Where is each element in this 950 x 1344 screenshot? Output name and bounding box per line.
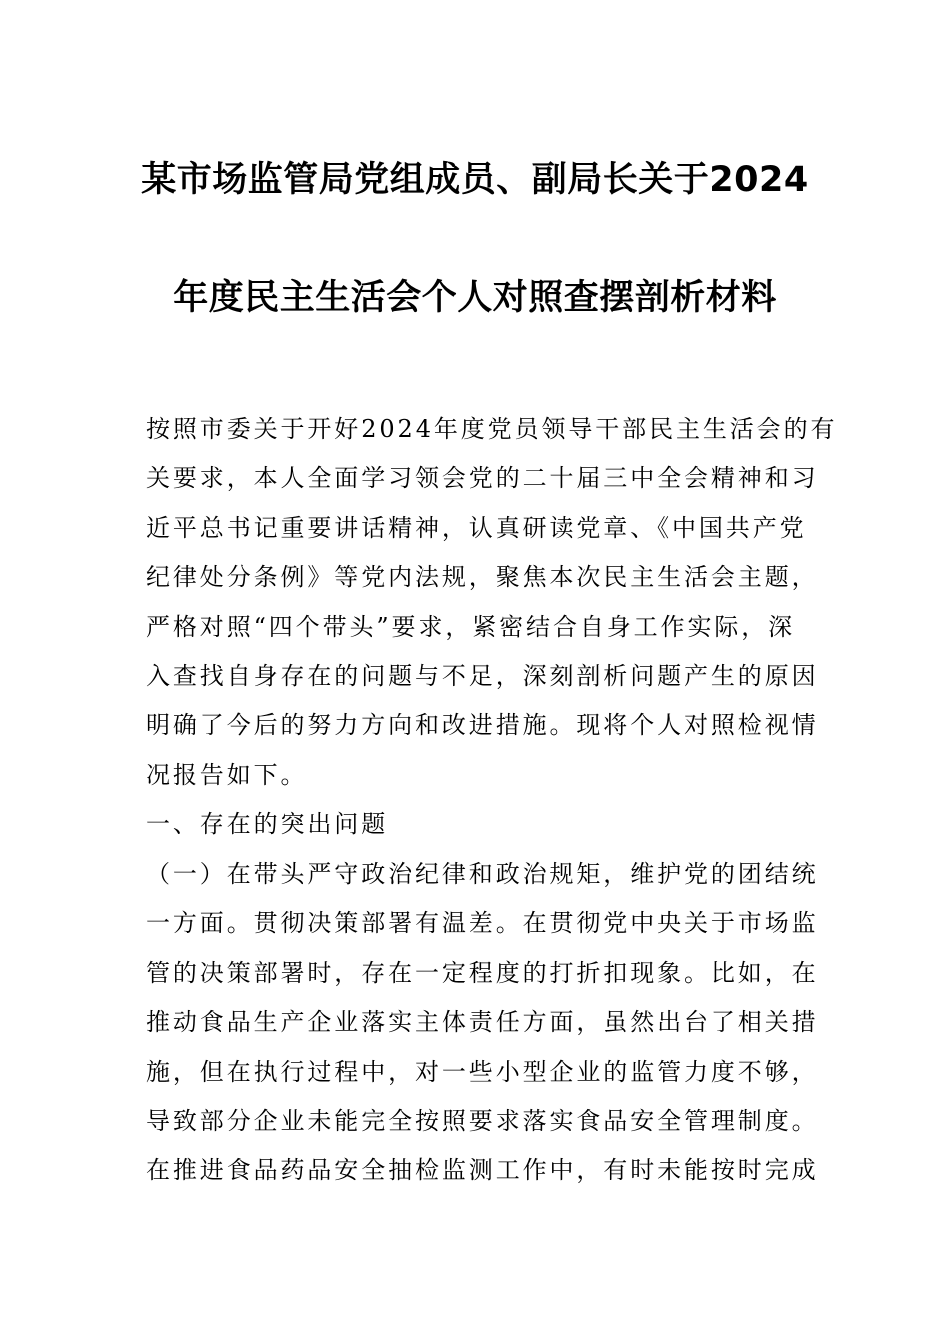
section-heading: [146, 800, 806, 849]
intro-line: 明确了今后的努力方向和改进措施。现将个人对照检视情: [146, 711, 819, 740]
subsection-line: 管的决策部署时，存在一定程度的打折扣现象。比如，在: [146, 958, 819, 987]
document-title-line-2: 年度民主生活会个人对照查摆剖析材料: [173, 278, 777, 318]
intro-line: 近平总书记重要讲话精神，认真研读党章、《中国共产党: [146, 513, 807, 542]
intro-line: 况报告如下。: [146, 760, 308, 789]
subsection-line: 施，但在执行过程中，对一些小型企业的监管力度不够，: [146, 1057, 819, 1086]
section-heading-text: 一、存在的突出问题: [146, 810, 389, 838]
intro-line: 纪律处分条例》等党内法规，聚焦本次民主生活会主题，: [146, 563, 819, 592]
subsection-line: （一）在带头严守政治纪律和政治规矩，维护党的团结统: [146, 860, 819, 888]
intro-line: 严格对照“四个带头”要求，紧密结合自身工作实际，深: [146, 612, 796, 641]
subsection-line: 一方面。贯彻决策部署有温差。在贯彻党中央关于市场监: [146, 909, 819, 938]
subsection-line: 推动食品生产企业落实主体责任方面，虽然出台了相关措: [146, 1008, 819, 1037]
document-title-line-1: 某市场监管局党组成员、副局长关于2024: [141, 160, 809, 200]
intro-line: 入查找自身存在的问题与不足，深刻剖析问题产生的原因: [146, 661, 819, 690]
intro-paragraph: [146, 405, 838, 800]
intro-line: 按照市委关于开好2024年度党员领导干部民主生活会的有: [146, 415, 838, 443]
subsection-paragraph: [146, 850, 819, 1196]
subsection-line: 导致部分企业未能完全按照要求落实食品安全管理制度。: [146, 1106, 819, 1135]
intro-line: 关要求，本人全面学习领会党的二十届三中全会精神和习: [146, 464, 819, 493]
subsection-line: 在推进食品药品安全抽检监测工作中，有时未能按时完成: [146, 1156, 819, 1185]
